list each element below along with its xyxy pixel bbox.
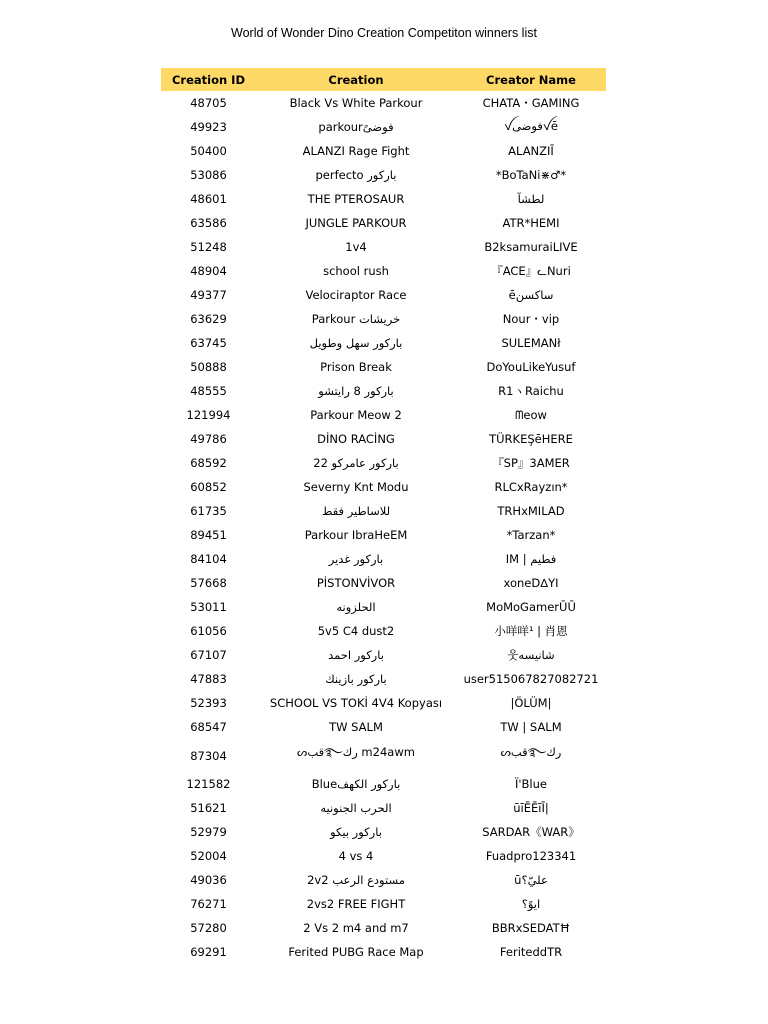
cell-creator-name: FeriteddTR [499,945,563,959]
table-row [161,427,606,451]
cell-creator-name: *Tarzan* [506,528,556,542]
cell-creator-name: MoMoGamerŪŪ [486,600,576,614]
cell-creator-name: SARDAR《WAR》 [482,825,580,839]
cell-creation-id: 53086 [190,168,227,182]
cell-creation-id: 60852 [190,480,227,494]
cell-creation-id: 49377 [190,288,227,302]
table-row [161,115,606,139]
cell-creation: للاساطير فقط [321,504,391,518]
table-row [161,307,606,331]
cell-creation-id: 53011 [190,600,227,614]
table-row [161,283,606,307]
cell-creator-name: RLCxRayzın* [494,480,568,494]
cell-creator-name: ᔕقب࿐رك [500,745,562,759]
winners-table-container [161,68,606,964]
cell-creator-name: ALANZIĪ [508,144,554,158]
cell-creation-id: 52004 [190,849,227,863]
cell-creator-name: B2ksamuraiLIVE [484,240,578,254]
cell-creation-id: 68547 [190,720,227,734]
cell-creator-name: 웃شانيسه [507,648,555,662]
cell-creation-id: 48601 [190,192,227,206]
cell-creation-id: 87304 [190,748,227,763]
cell-creation: باركور عامركو 22 [313,456,399,470]
table-row [161,916,606,940]
cell-creator-name: SULEMANł [501,336,561,350]
cell-creator-name: ᗰeow [515,407,547,422]
cell-creation: باركور غدير [328,552,384,566]
cell-creation: SCHOOL VS TOKİ 4V4 Kopyası [269,696,443,710]
cell-creation: THE PTEROSAUR [307,192,405,206]
header-creator-name: Creator Name [456,68,606,91]
table-row [161,235,606,259]
cell-creator-name: 『ACE』ᓚNuri [491,264,571,278]
table-row [161,571,606,595]
cell-creator-name: Fuadpro123341 [485,849,577,863]
cell-creation-id: 89451 [190,528,227,542]
cell-creator-name: ATR*HEMI [502,216,560,230]
cell-creation-id: 67107 [190,648,227,662]
cell-creation: الحرب الجنونيه [320,801,392,815]
cell-creation: 2v2 مستودع الرعب [307,873,405,887]
cell-creator-name: لطشآ [517,192,545,206]
cell-creator-name: Ï'Blue [514,777,547,791]
cell-creation: 2vs2 FREE FIGHT [306,897,406,911]
cell-creation: 4 vs 4 [338,849,374,863]
cell-creator-name: ūعليّ؟ [514,873,548,887]
table-row [161,451,606,475]
table-row [161,211,606,235]
cell-creation-id: 47883 [190,672,227,686]
table-row [161,499,606,523]
page-title: World of Wonder Dino Creation Competiton winners list [231,26,537,40]
header-creation-id: Creation ID [161,68,256,91]
table-row [161,796,606,820]
table-row [161,355,606,379]
cell-creation-id: 49786 [190,432,227,446]
cell-creator-name: ꪜفوضىꪜē [504,119,558,133]
cell-creation: Ferited PUBG Race Map [288,945,424,959]
cell-creation-id: 63586 [190,216,227,230]
cell-creation-id: 69291 [190,945,227,959]
table-row [161,403,606,427]
table-row [161,772,606,796]
table-row [161,475,606,499]
cell-creation: الحلزونه [336,600,376,614]
winners-table [161,68,606,964]
cell-creation: ᔕقب࿐رك m24awm [297,745,415,759]
cell-creation-id: 51621 [190,801,227,815]
cell-creation-id: 49036 [190,873,227,887]
table-row [161,892,606,916]
cell-creation: school rush [323,264,389,278]
cell-creation-id: 121582 [186,777,231,791]
cell-creator-name: TÜRKEŞēHERE [489,432,573,446]
cell-creation: PİSTONVİVOR [316,576,396,590]
cell-creator-name: TRHxMILAD [497,504,565,518]
table-row [161,379,606,403]
cell-creation: Prison Break [320,360,392,374]
cell-creation: Severny Knt Modu [303,480,409,494]
table-row [161,844,606,868]
cell-creation: Parkour خريشات [311,312,401,326]
cell-creation-id: 63629 [190,312,227,326]
cell-creation-id: 121994 [186,408,231,422]
cell-creation-id: 48705 [190,96,227,110]
cell-creation-id: 51248 [190,240,227,254]
cell-creator-name: DoYouLikeYusuf [486,360,576,374]
cell-creation-id: 84104 [190,552,227,566]
cell-creation-id: 52393 [190,696,227,710]
cell-creator-name: TW | SALM [500,720,562,734]
cell-creation-id: 50400 [190,144,227,158]
cell-creation-id: 61735 [190,504,227,518]
cell-creation: ALANZI Rage Fight [302,144,410,158]
table-row [161,163,606,187]
cell-creation-id: 57668 [190,576,227,590]
cell-creator-name: IM | فطيم [505,552,557,566]
cell-creation: 2 Vs 2 m4 and m7 [303,921,409,935]
table-row [161,547,606,571]
table-row [161,868,606,892]
cell-creation: TW SALM [329,720,383,734]
table-row [161,715,606,739]
cell-creation-id: 61056 [190,624,227,638]
table-row [161,595,606,619]
cell-creation: Parkour IbraHeEM [304,528,408,542]
cell-creation: باركور بازينك [325,672,387,686]
table-row [161,619,606,643]
cell-creator-name: ūīĒĒīĪ| [513,801,549,815]
table-row [161,667,606,691]
cell-creation: Black Vs White Parkour [289,96,423,110]
table-row [161,940,606,964]
table-row [161,820,606,844]
table-row [161,139,606,163]
cell-creator-name: xoneDᐃYI [503,576,559,590]
cell-creator-name: user515067827082721 [463,672,599,686]
cell-creation: 5v5 C4 dust2 [317,624,395,638]
cell-creator-name: *BoTaNi⋇♂* [495,168,567,182]
table-row [161,739,606,772]
cell-creation: Parkour Meow 2 [310,408,402,422]
cell-creator-name: Nour・vip [502,312,560,326]
cell-creation: 1v4 [345,240,367,254]
cell-creation-id: 63745 [190,336,227,350]
cell-creation-id: 48904 [190,264,227,278]
table-row [161,91,606,115]
table-header-row [161,68,606,91]
cell-creation: باركور بيكو [330,825,382,839]
cell-creation: perfecto باركور [315,168,397,182]
cell-creation-id: 52979 [190,825,227,839]
cell-creator-name: CHATA・GAMING [482,96,580,110]
cell-creation-id: 48555 [190,384,227,398]
cell-creator-name: 『SP』3AMER [492,456,570,470]
cell-creation: JUNGLE PARKOUR [305,216,407,230]
table-row [161,331,606,355]
cell-creation: Velociraptor Race [305,288,407,302]
table-row [161,187,606,211]
cell-creator-name: |ÖLÜM| [510,696,552,710]
cell-creation: Blueباركور الكهف [311,777,401,791]
table-body [161,91,606,964]
table-row [161,523,606,547]
table-row [161,691,606,715]
cell-creator-name: BBRxSEDATĦ [491,921,571,935]
cell-creation-id: 49923 [190,120,227,134]
table-row [161,259,606,283]
cell-creation: باركور سهل وطويل [309,336,403,350]
cell-creation-id: 57280 [190,921,227,935]
table-row [161,643,606,667]
cell-creation-id: 76271 [190,897,227,911]
header-creation: Creation [256,68,456,91]
cell-creator-name: ēساكسن [508,288,554,302]
cell-creator-name: ايوً؟ [521,897,541,911]
cell-creation-id: 68592 [190,456,227,470]
cell-creation: باركور احمد [328,648,384,662]
cell-creator-name: R1ヽRaichu [498,384,564,398]
cell-creation: باركور 8 رايتشو [318,384,394,398]
cell-creation-id: 50888 [190,360,227,374]
cell-creator-name: 小咩咩¹ | 肖恩 [494,624,568,638]
cell-creation: DİNO RACİNG [317,432,395,446]
cell-creation: parkourفوضىً [318,120,394,134]
